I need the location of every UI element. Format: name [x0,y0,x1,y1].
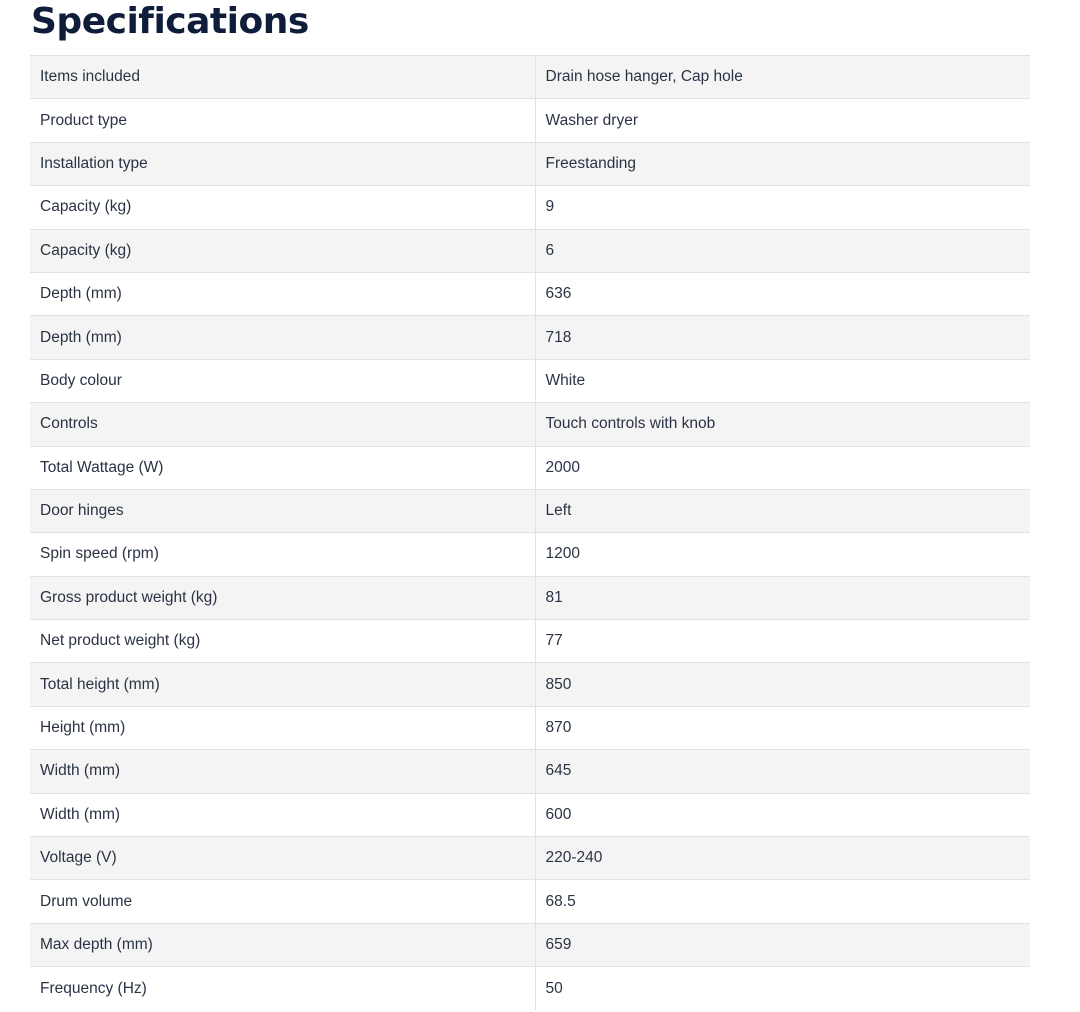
spec-label: Width (mm) [30,793,535,836]
spec-value: 850 [535,663,1030,706]
spec-row [30,533,1030,576]
page-title: Specifications [31,1,309,42]
spec-value: 636 [535,272,1030,315]
spec-value: Drain hose hanger, Cap hole [535,56,1030,99]
spec-label: Depth (mm) [30,272,535,315]
spec-value: 2000 [535,446,1030,489]
spec-row [30,272,1030,315]
spec-row [30,403,1030,446]
spec-row [30,229,1030,272]
spec-label: Net product weight (kg) [30,620,535,663]
spec-label: Voltage (V) [30,837,535,880]
spec-row [30,967,1030,1010]
spec-row [30,489,1030,532]
spec-row [30,620,1030,663]
spec-row [30,793,1030,836]
spec-label: Items included [30,56,535,99]
spec-value: 68.5 [535,880,1030,923]
spec-label: Installation type [30,142,535,185]
spec-value: Freestanding [535,142,1030,185]
spec-value: 718 [535,316,1030,359]
spec-value: Left [535,489,1030,532]
spec-value: 645 [535,750,1030,793]
spec-row [30,56,1030,99]
spec-row [30,359,1030,402]
spec-label: Body colour [30,359,535,402]
spec-value: 77 [535,620,1030,663]
spec-label: Door hinges [30,489,535,532]
spec-row [30,880,1030,923]
spec-value: 1200 [535,533,1030,576]
spec-row [30,663,1030,706]
spec-value: 50 [535,967,1030,1010]
spec-label: Width (mm) [30,750,535,793]
spec-label: Capacity (kg) [30,229,535,272]
spec-label: Drum volume [30,880,535,923]
spec-label: Spin speed (rpm) [30,533,535,576]
spec-row [30,750,1030,793]
specifications-table-body [30,56,1030,1011]
spec-label: Height (mm) [30,706,535,749]
spec-row [30,446,1030,489]
spec-value: 6 [535,229,1030,272]
spec-row [30,837,1030,880]
spec-row [30,576,1030,619]
spec-value: 9 [535,186,1030,229]
spec-value: Touch controls with knob [535,403,1030,446]
spec-label: Capacity (kg) [30,186,535,229]
spec-label: Total Wattage (W) [30,446,535,489]
spec-label: Controls [30,403,535,446]
spec-value: 220-240 [535,837,1030,880]
spec-label: Total height (mm) [30,663,535,706]
spec-value: 870 [535,706,1030,749]
spec-value: 600 [535,793,1030,836]
spec-label: Gross product weight (kg) [30,576,535,619]
spec-label: Product type [30,99,535,142]
spec-row [30,923,1030,966]
spec-value: 659 [535,923,1030,966]
specifications-table [30,55,1030,1010]
spec-row [30,142,1030,185]
spec-row [30,99,1030,142]
spec-row [30,186,1030,229]
spec-value: Washer dryer [535,99,1030,142]
spec-row [30,706,1030,749]
spec-label: Max depth (mm) [30,923,535,966]
spec-label: Frequency (Hz) [30,967,535,1010]
spec-value: White [535,359,1030,402]
spec-value: 81 [535,576,1030,619]
spec-label: Depth (mm) [30,316,535,359]
spec-row [30,316,1030,359]
